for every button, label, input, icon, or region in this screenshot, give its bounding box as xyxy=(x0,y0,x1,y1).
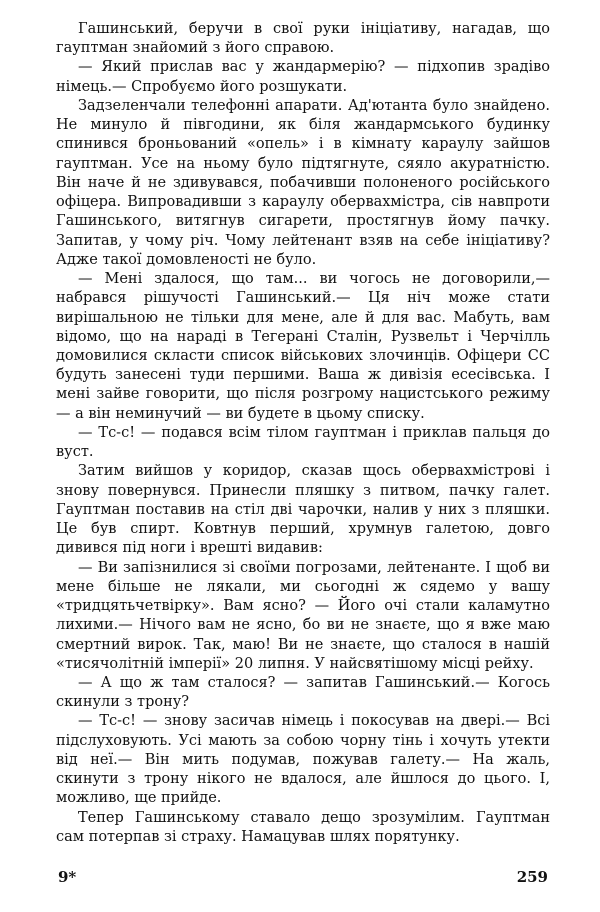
paragraph-7: — Ви запізнилися зі своїми погрозами, лейтенанте. І щоб ви мене більше не лякали, ми сьогодні ж сядемо у вашу «тридцятьчетвірку». Вам ясно? — Його очі стали каламутно лихими.— Нічого вам не ясно, бо ви не знаєте, що я вже маю смертний вирок. Так, маю! Ви не знаєте, що сталося в нашій «тисячолітній імперії» 20 липня. У найсвятішому місці рейху. xyxy=(56,559,550,672)
paragraph-10: Тепер Гашинському ставало дещо зрозумілим. Гауптман сам потерпав зі страху. Намацував шлях порятунку. xyxy=(56,809,550,845)
paragraph-8: — А що ж там сталося? — запитав Гашинський.— Когось скинули з трону? xyxy=(56,674,550,711)
paragraph-1: Гашинський, беручи в свої руки ініціативу, нагадав, що гауптман знайомий з його справою. xyxy=(56,21,550,57)
paragraph-2: — Який прислав вас у жандармерію? — підхопив зрадіво німець.— Спробуємо його розшукати. xyxy=(56,59,550,95)
page-text xyxy=(56,20,550,847)
paragraph-9: — Тс-с! — знову засичав німець і покосував на двері.— Всі підслуховують. Усі мають за собою чорну тінь і хочуть утекти від неї.— Він мить подумав, пожував галету.— На жаль, скинути з трону нікого не вдалося, але йшлося до цього. І, можливо, ще прийде. xyxy=(56,713,550,807)
paragraph-3: Задзеленчали телефонні апарати. Ад'ютанта було знайдено. Не минуло й півгодини, як біля жандармського будинку спинився броньований «опель» і в кімнату караулу зайшов гауптман. Усе на ньому було підтягнуте, сяяло акуратністю. Він наче й не здивувався, побачивши полоненого російського офіцера. Випровадивши з караулу обервахмістра, сів навпроти Гашинського, витягнув сигарети, простягнув йому пачку. Запитав, у чому річ. Чому лейтенант взяв на себе ініціативу? Адже такої домовленості не було. xyxy=(56,97,550,268)
printer-signature: 9* xyxy=(58,868,77,886)
page-number: 259 xyxy=(516,868,548,886)
paragraph-6: Затим вийшов у коридор, сказав щось обервахмістрові і знову повернувся. Принесли пляшку з питвом, пачку галет. Гауптман поставив на стіл дві чарочки, налив у них з пляшки. Це був спирт. Ковтнув перший, хрумнув галетою, довго дивився під ноги і врешті видавив: xyxy=(56,463,550,557)
paragraph-5: — Тс-с! — подався всім тілом гауптман і приклав пальця до вуст. xyxy=(56,424,550,461)
paragraph-4: — Мені здалося, що там... ви чогось не договорили,— набрався рішучості Гашинський.— Ця ніч може стати вирішальною не тільки для мене, але й для вас. Мабуть, вам відомо, що на нараді в Тегерані Сталін, Рузвельт і Черчілль домовилися скласти список військових злочинців. Офіцери СС будуть занесені туди першими. Ваша ж дивізія есесівська. І мені зайве говорити, що після розгрому нацистського режиму — а він неминучий — ви будете в цьому списку. xyxy=(56,271,550,422)
